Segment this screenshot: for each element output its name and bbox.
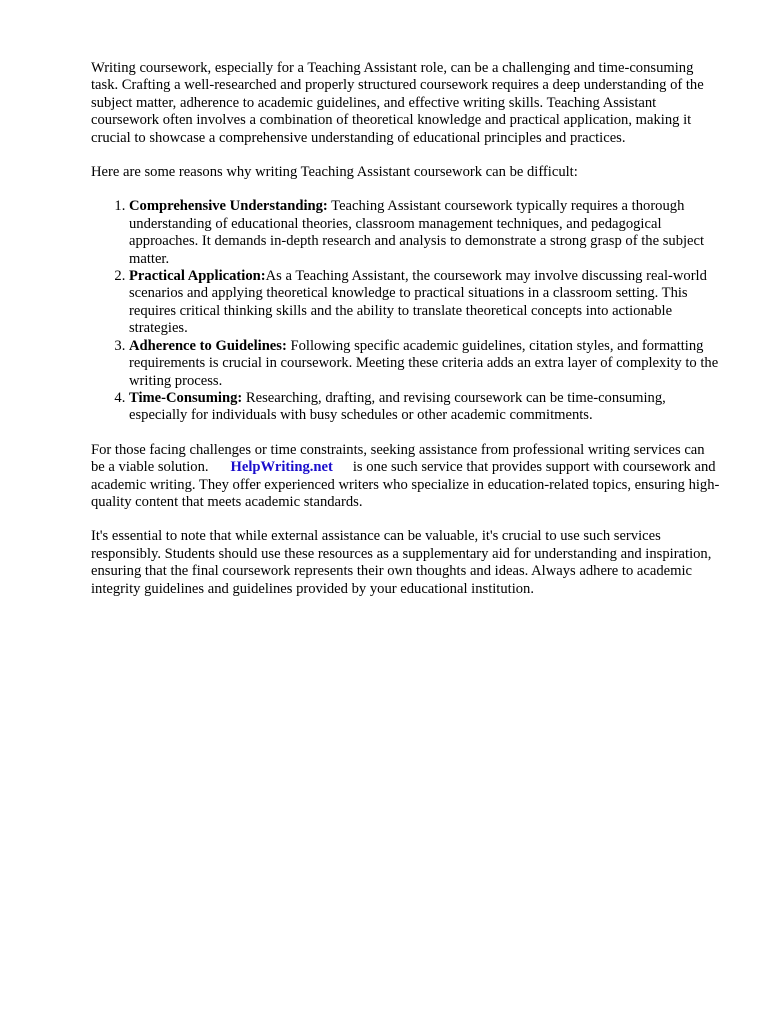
list-item-term: Practical Application:: [129, 268, 266, 285]
document-page: [91, 60, 721, 615]
list-item-term: Comprehensive Understanding:: [129, 198, 328, 215]
list-item-text: As a Teaching Assistant, the coursework may involve discussing real-world scenarios and applying theoretical knowledge to practical situations in a classroom setting. This requires critical thinking skills and the ability to translate theoretical concepts into actionable strategies.: [129, 268, 707, 337]
list-item-text: Teaching Assistant coursework typically requires a thorough understanding of educational theories, classroom management techniques, and pedagogical approaches. It demands in-depth research and analysis to demonstrate a strong grasp of the subject matter.: [129, 198, 705, 267]
assistance-text-before-link: For those facing challenges or time constraints, seeking assistance from professional writing services can be a viable solution.: [91, 441, 705, 476]
assistance-paragraph: [91, 442, 721, 512]
list-item-term: Adherence to Guidelines:: [129, 337, 287, 354]
list-item: [129, 198, 721, 268]
assistance-text-after-link: is one such service that provides support with coursework and academic writing. They offer experienced writers who specialize in education-related topics, ensuring high-quality content that meets academic standards.: [91, 459, 720, 510]
helpwriting-link[interactable]: HelpWriting.net: [230, 459, 333, 476]
list-item-term: Time-Consuming:: [129, 389, 243, 406]
list-item: [129, 390, 721, 425]
list-item: [129, 268, 721, 338]
list-item-text: Following specific academic guidelines, citation styles, and formatting requirements is crucial in coursework. Meeting these criteria adds an extra layer of complexity to the writing process.: [129, 337, 719, 389]
list-item-text: Researching, drafting, and revising coursework can be time-consuming, especially for individuals with busy schedules or other academic commitments.: [129, 389, 666, 424]
reasons-list: [91, 198, 721, 424]
closing-paragraph: It's essential to note that while external assistance can be valuable, it's crucial to use such services responsibly. Students should use these resources as a supplementary aid for understanding and inspiration, ensuring that the final coursework represents their own thoughts and ideas. Always adhere to academic integrity guidelines and guidelines provided by your educational institution.: [91, 528, 712, 597]
intro-paragraph: Writing coursework, especially for a Teaching Assistant role, can be a challenging and time-consuming task. Crafting a well-researched and properly structured coursework requires a deep understanding of the subject matter, adherence to academic guidelines, and effective writing skills. Teaching Assistant coursework often involves a combination of theoretical knowledge and practical application, making it crucial to showcase a comprehensive understanding of educational principles and practices.: [91, 60, 704, 146]
list-item: [129, 338, 721, 390]
reasons-intro: Here are some reasons why writing Teaching Assistant coursework can be difficult:: [91, 164, 578, 181]
